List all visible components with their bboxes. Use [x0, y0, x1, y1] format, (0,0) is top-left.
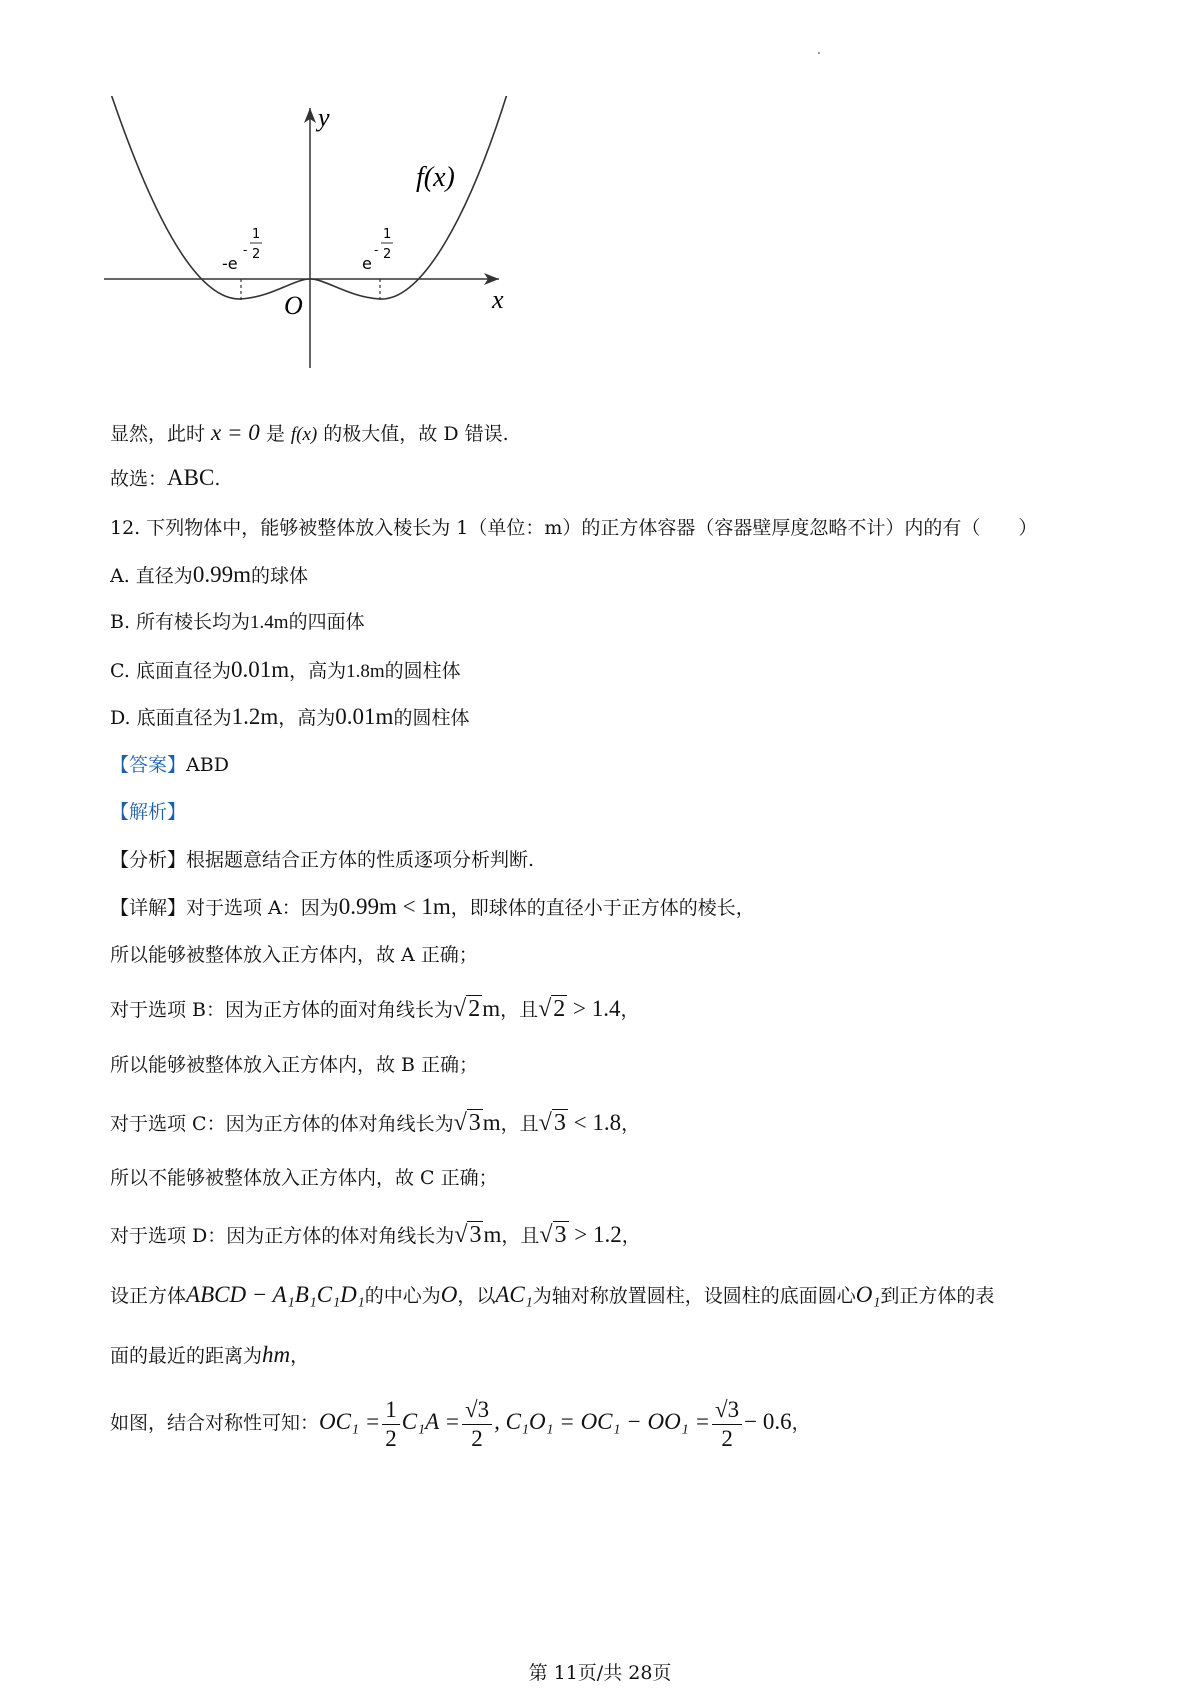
radicand: 2	[553, 996, 566, 1022]
numerator: 1	[382, 1396, 400, 1425]
function-graph	[104, 96, 564, 406]
so-b: 所以能够被整体放入正方体内，故 B 正确；	[110, 1054, 479, 1076]
math: 1.8m	[346, 661, 385, 682]
question-12: 12. 下列物体中，能够被整体放入棱长为 1（单位：m）的正方体容器（容器壁厚度忽略不计）内的有（ ）	[110, 517, 1038, 539]
right-tick-sign: -	[374, 243, 379, 257]
text: ，	[621, 1225, 641, 1247]
right-tick-base: e	[362, 254, 372, 273]
text: 显然，此时	[110, 423, 212, 445]
option-a	[110, 560, 308, 591]
sqrt: √3	[538, 1110, 566, 1136]
answer-tag: 【答案】	[110, 754, 187, 776]
text: 到正方体的表	[880, 1285, 995, 1307]
text: ，	[621, 1113, 641, 1135]
sqrt: √3	[539, 1222, 567, 1248]
text: 【详解】对于选项 A：因为	[110, 897, 339, 919]
so-a: 所以能够被整体放入正方体内，故 A 正确；	[110, 944, 478, 966]
text: 如图，结合对称性可知：	[110, 1412, 320, 1434]
math: > 1.4	[567, 996, 621, 1021]
numerator: √3	[462, 1396, 492, 1425]
detail-c	[110, 1108, 640, 1139]
answer-value: ABD	[186, 754, 229, 776]
fraction	[382, 1396, 400, 1453]
math: f(x)	[290, 424, 318, 445]
text: 对于选项 C：因为正方体的体对角线长为	[110, 1113, 454, 1135]
text: ，	[791, 1412, 811, 1434]
left-tick-base: -e	[222, 254, 238, 273]
text: ，且	[501, 1225, 540, 1247]
radicand: 3	[469, 1222, 482, 1248]
unit: m	[482, 1110, 501, 1135]
denominator: 2	[471, 1425, 483, 1451]
math: 1.2m	[231, 704, 279, 729]
math: hm	[262, 1342, 291, 1367]
sqrt: √2	[453, 996, 481, 1022]
math: OC₁ =	[319, 1409, 381, 1434]
text: ，高为	[278, 707, 336, 729]
text: ，即球体的直径小于正方体的棱长，	[450, 897, 755, 919]
text: 的极大值，故 D 错误.	[317, 423, 509, 445]
detail-d	[110, 1220, 641, 1251]
answer-line	[110, 750, 229, 780]
option-b	[110, 607, 365, 638]
text: 为轴对称放置圆柱，设圆柱的底面圆心	[532, 1285, 856, 1307]
detail-b	[110, 994, 640, 1025]
math: 0.01m	[230, 657, 290, 682]
origin-label: O	[284, 291, 303, 320]
text: C. 底面直径为	[110, 660, 231, 682]
so-c: 所以不能够被整体放入正方体内，故 C 正确；	[110, 1167, 498, 1189]
math: 1.4m	[250, 612, 289, 633]
text: 对于选项 B：因为正方体的面对角线长为	[110, 999, 454, 1021]
math: ABC	[167, 465, 215, 490]
radicand: 2	[468, 996, 481, 1022]
text: 的球体	[250, 565, 308, 587]
curve-label: f(x)	[416, 162, 455, 193]
math: 0.99m	[192, 562, 251, 587]
sqrt: √3	[454, 1222, 482, 1248]
page-footer: 第 11页/共 28页	[528, 1662, 672, 1684]
text: 的四面体	[288, 611, 365, 633]
scan-dot	[818, 52, 820, 54]
math: 0.01m	[335, 704, 394, 729]
text: ，以	[457, 1285, 496, 1307]
math: ABCD − A₁B₁C₁D₁	[186, 1282, 365, 1307]
distance-line	[110, 1340, 309, 1371]
text: ，	[290, 1345, 310, 1367]
math: O₁	[855, 1282, 881, 1307]
radicand: 3	[468, 1110, 481, 1136]
analysis-tag: 【解析】	[110, 801, 187, 823]
text: 故选：	[110, 468, 168, 490]
choice-line	[110, 463, 220, 494]
x-label: x	[492, 285, 504, 314]
graph-svg	[104, 96, 564, 406]
left-tick-sign: -	[243, 243, 248, 257]
left-tick-den: 2	[252, 247, 261, 262]
text: 的圆柱体	[393, 707, 470, 729]
right-tick-num: 1	[383, 227, 392, 242]
math: > 1.2	[568, 1222, 622, 1247]
denominator: 2	[385, 1425, 397, 1451]
text: ，且	[500, 1113, 539, 1135]
numerator: √3	[712, 1396, 742, 1425]
fraction	[462, 1396, 492, 1453]
detail-a	[110, 892, 755, 923]
option-c	[110, 655, 461, 687]
math: − 0.6	[744, 1409, 792, 1434]
radicand: 3	[554, 1222, 567, 1248]
analysis-summary: 【分析】根据题意结合正方体的性质逐项分析判断.	[110, 849, 535, 871]
text: B. 所有棱长均为	[110, 611, 251, 633]
sqrt: √3	[453, 1110, 481, 1136]
text: 的中心为	[364, 1285, 441, 1307]
denominator: 2	[721, 1425, 733, 1451]
text: 设正方体	[110, 1285, 187, 1307]
left-tick-num: 1	[252, 227, 261, 242]
math: C₁A =	[401, 1409, 460, 1434]
text: 面的最近的距离为	[110, 1345, 263, 1367]
option-d	[110, 702, 469, 733]
text: ，	[620, 999, 640, 1021]
text: 的圆柱体	[384, 660, 461, 682]
text: A. 直径为	[110, 565, 193, 587]
math: O	[440, 1282, 458, 1307]
text: ，且	[500, 999, 539, 1021]
math: AC₁	[495, 1282, 533, 1307]
y-label: y	[318, 103, 330, 132]
sqrt: √2	[538, 996, 566, 1022]
conclusion-line	[110, 418, 509, 450]
math: , C₁O₁ = OC₁ − OO₁ =	[494, 1409, 711, 1434]
math: 0.99m < 1m	[338, 894, 451, 919]
unit: m	[483, 1222, 502, 1247]
radicand: 3	[553, 1110, 566, 1136]
figure-equation-line	[110, 1392, 811, 1453]
math: x = 0	[211, 420, 260, 445]
right-tick-den: 2	[383, 247, 392, 262]
unit: m	[482, 996, 501, 1021]
math: < 1.8	[567, 1110, 622, 1135]
setup-line	[110, 1280, 994, 1311]
fraction	[712, 1396, 742, 1453]
text: 是	[259, 423, 291, 445]
text: ，高为	[289, 660, 347, 682]
text: 对于选项 D：因为正方体的体对角线长为	[110, 1225, 455, 1247]
curve-fx	[110, 96, 508, 299]
text: D. 底面直径为	[110, 707, 232, 729]
text: .	[214, 468, 221, 490]
